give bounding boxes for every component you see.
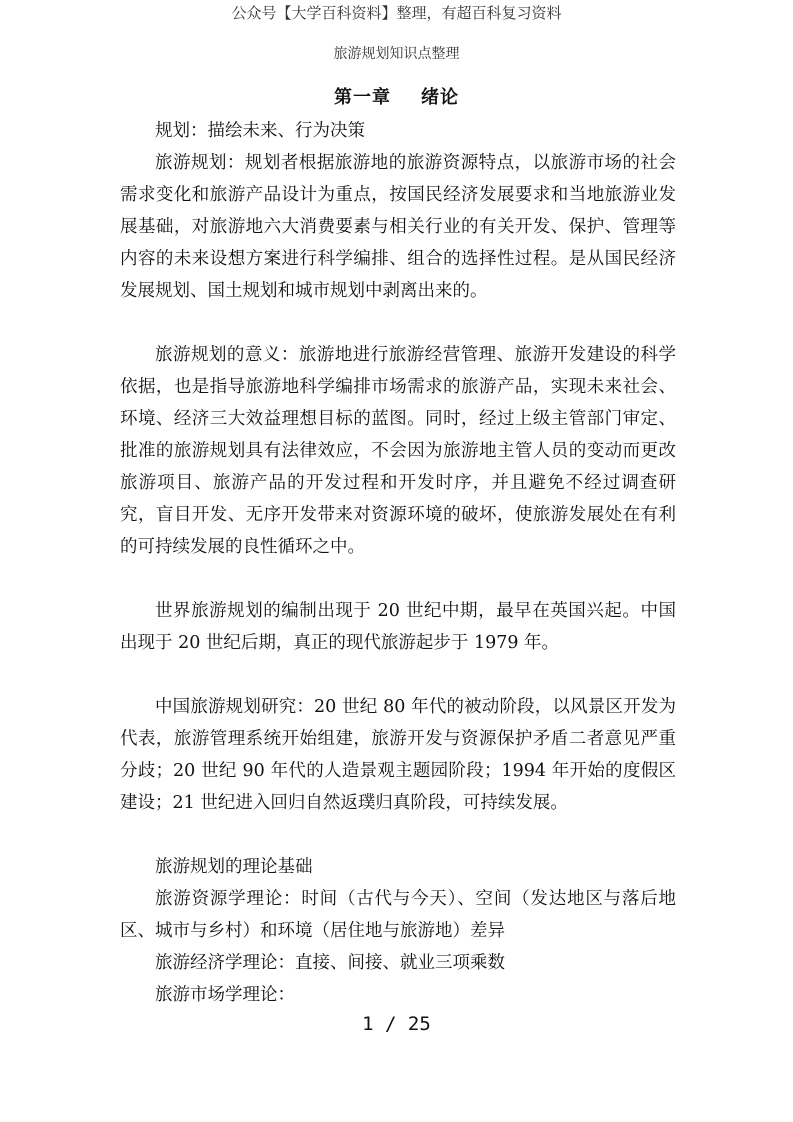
paragraph-resource-theory: 旅游资源学理论：时间（古代与今天）、空间（发达地区与落后地区、城市与乡村）和环境（居住地与旅游地）差异	[120, 889, 676, 941]
paragraph-world-history: 世界旅游规划的编制出现于 20 世纪中期，最早在英国兴起。中国出现于 20 世纪后期，真正的现代旅游起步于 1979 年。	[120, 601, 676, 653]
body-text	[120, 115, 676, 1011]
paragraph-theory-heading: 旅游规划的理论基础	[155, 857, 313, 877]
chapter-name: 绪论	[421, 87, 459, 108]
chapter-title	[0, 86, 793, 110]
header-promo: 公众号【大学百科资料】整理，有超百科复习资料	[231, 4, 562, 22]
paragraph-planning-definition: 规划：描绘未来、行为决策	[155, 121, 365, 141]
paragraph-tourism-planning-definition: 旅游规划：规划者根据旅游地的旅游资源特点，以旅游市场的社会需求变化和旅游产品设计为重点，按国民经济发展要求和当地旅游业发展基础，对旅游地六大消费要素与相关行业的有关开发、保护、管理等内容的未来设想方案进行科学编排、组合的选择性过程。是从国民经济发展规划、国土规划和城市规划中剥离出来的。	[120, 153, 676, 301]
paragraph-planning-significance: 旅游规划的意义：旅游地进行旅游经营管理、旅游开发建设的科学依据，也是指导旅游地科学编排市场需求的旅游产品，实现未来社会、环境、经济三大效益理想目标的蓝图。同时，经过上级主管部门审定、批准的旅游规划具有法律效应，不会因为旅游地主管人员的变动而更改旅游项目、旅游产品的开发过程和开发时序，并且避免不经过调查研究，盲目开发、无序开发带来对资源环境的破坏，使旅游发展处在有利的可持续发展的良性循环之中。	[120, 345, 676, 557]
chapter-number: 第一章	[334, 87, 391, 108]
page-number: 1 / 25	[362, 1013, 431, 1035]
paragraph-economics-theory: 旅游经济学理论：直接、间接、就业三项乘数	[155, 953, 505, 973]
paragraph-china-research: 中国旅游规划研究：20 世纪 80 年代的被动阶段，以风景区开发为代表，旅游管理系统开始组建，旅游开发与资源保护矛盾二者意见严重分歧；20 世纪 90 年代的人造景观主题园阶段；1994 年开始的度假区建设；21 世纪进入回归自然返璞归真阶段，可持续发展。	[120, 697, 676, 813]
paragraph-market-theory: 旅游市场学理论：	[155, 985, 295, 1005]
header-doc-title: 旅游规划知识点整理	[333, 46, 460, 62]
